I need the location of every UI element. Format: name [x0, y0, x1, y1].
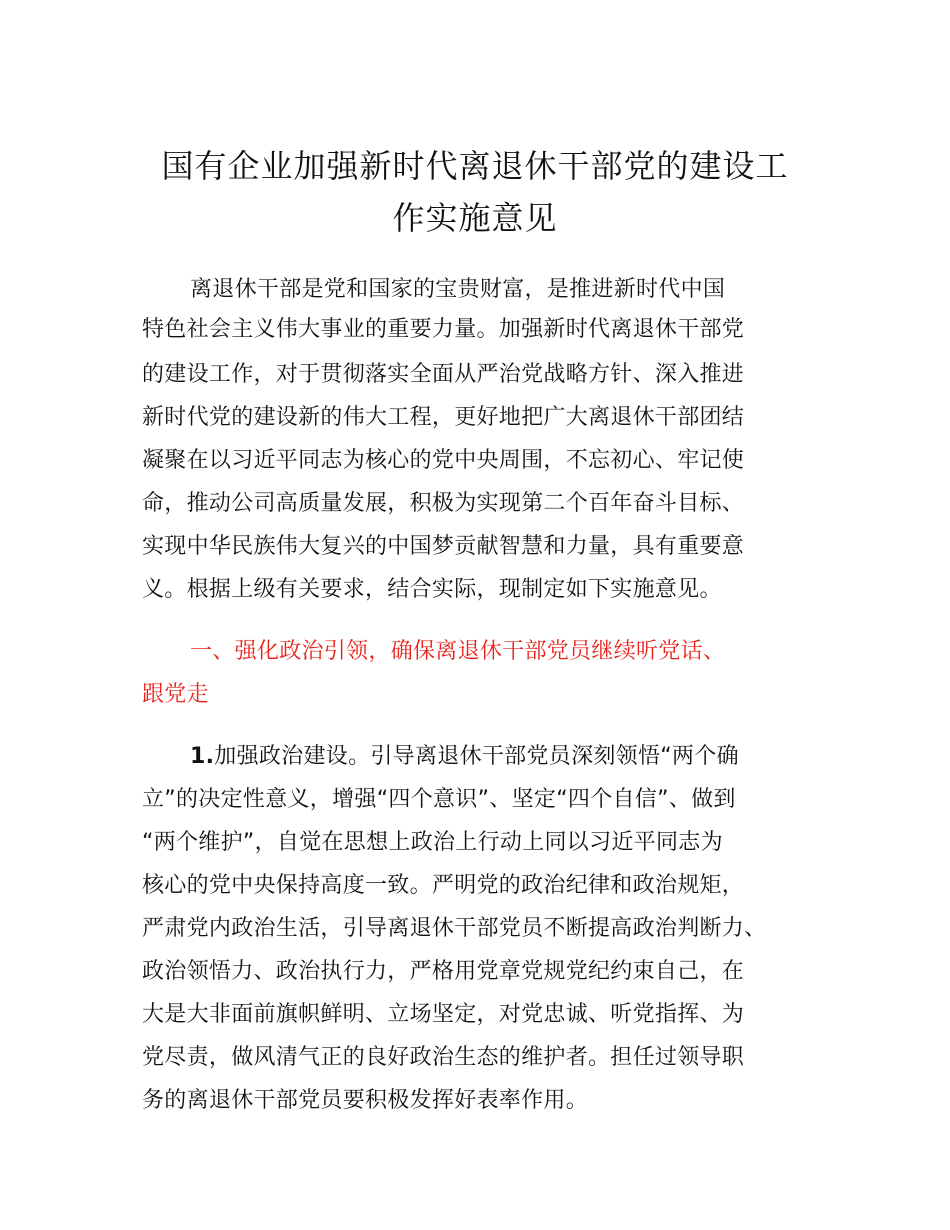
- item-1-line-4: 核心的党中央保持高度一致。严明党的政治纪律和政治规矩，: [142, 873, 745, 898]
- item-1-line-5: 严肃党内政治生活，引导离退休干部党员不断提高政治判断力、: [142, 916, 767, 941]
- intro-line-7: 实现中华民族伟大复兴的中国梦贡献智慧和力量，具有重要意: [142, 534, 745, 559]
- section-1-heading-line-1: 一、强化政治引领，确保离退休干部党员继续听党话、: [190, 639, 726, 664]
- item-1-number: 1.: [190, 744, 215, 769]
- item-1-line-3: “两个维护”，自觉在思想上政治上行动上同以习近平同志为: [142, 830, 723, 855]
- item-1-line-6: 政治领悟力、政治执行力，严格用党章党规党纪约束自己，在: [142, 959, 745, 984]
- item-1-line-2: 立”的决定性意义，增强“四个意识”、坚定“四个自信”、做到: [142, 787, 736, 812]
- title-line-1: 国有企业加强新时代离退休干部党的建设工: [161, 147, 789, 185]
- intro-line-8: 义。根据上级有关要求，结合实际，现制定如下实施意见。: [142, 577, 722, 602]
- item-1-line-9: 务的离退休干部党员要积极发挥好表率作用。: [142, 1088, 589, 1113]
- item-1-text-1: 加强政治建设。引导离退休干部党员深刻领悟“两个确: [214, 744, 739, 769]
- intro-line-6: 命，推动公司高质量发展，积极为实现第二个百年奋斗目标、: [142, 491, 745, 516]
- title-line-2: 作实施意见: [392, 199, 558, 237]
- item-1-line-7: 大是大非面前旗帜鲜明、立场坚定，对党忠诚、听党指挥、为: [142, 1002, 745, 1027]
- section-1-heading-line-2: 跟党走: [142, 682, 209, 707]
- intro-line-5: 凝聚在以习近平同志为核心的党中央周围，不忘初心、牢记使: [142, 448, 745, 473]
- document-title: [120, 140, 830, 244]
- intro-line-1: 离退休干部是党和国家的宝贵财富，是推进新时代中国: [190, 277, 726, 302]
- intro-line-4: 新时代党的建设新的伟大工程，更好地把广大离退休干部团结: [142, 405, 745, 430]
- intro-line-2: 特色社会主义伟大事业的重要力量。加强新时代离退休干部党: [142, 317, 745, 342]
- intro-line-3: 的建设工作，对于贯彻落实全面从严治党战略方针、深入推进: [142, 362, 745, 387]
- item-1-line-1: [190, 742, 739, 772]
- item-1-line-8: 党尽责，做风清气正的良好政治生态的维护者。担任过领导职: [142, 1045, 745, 1070]
